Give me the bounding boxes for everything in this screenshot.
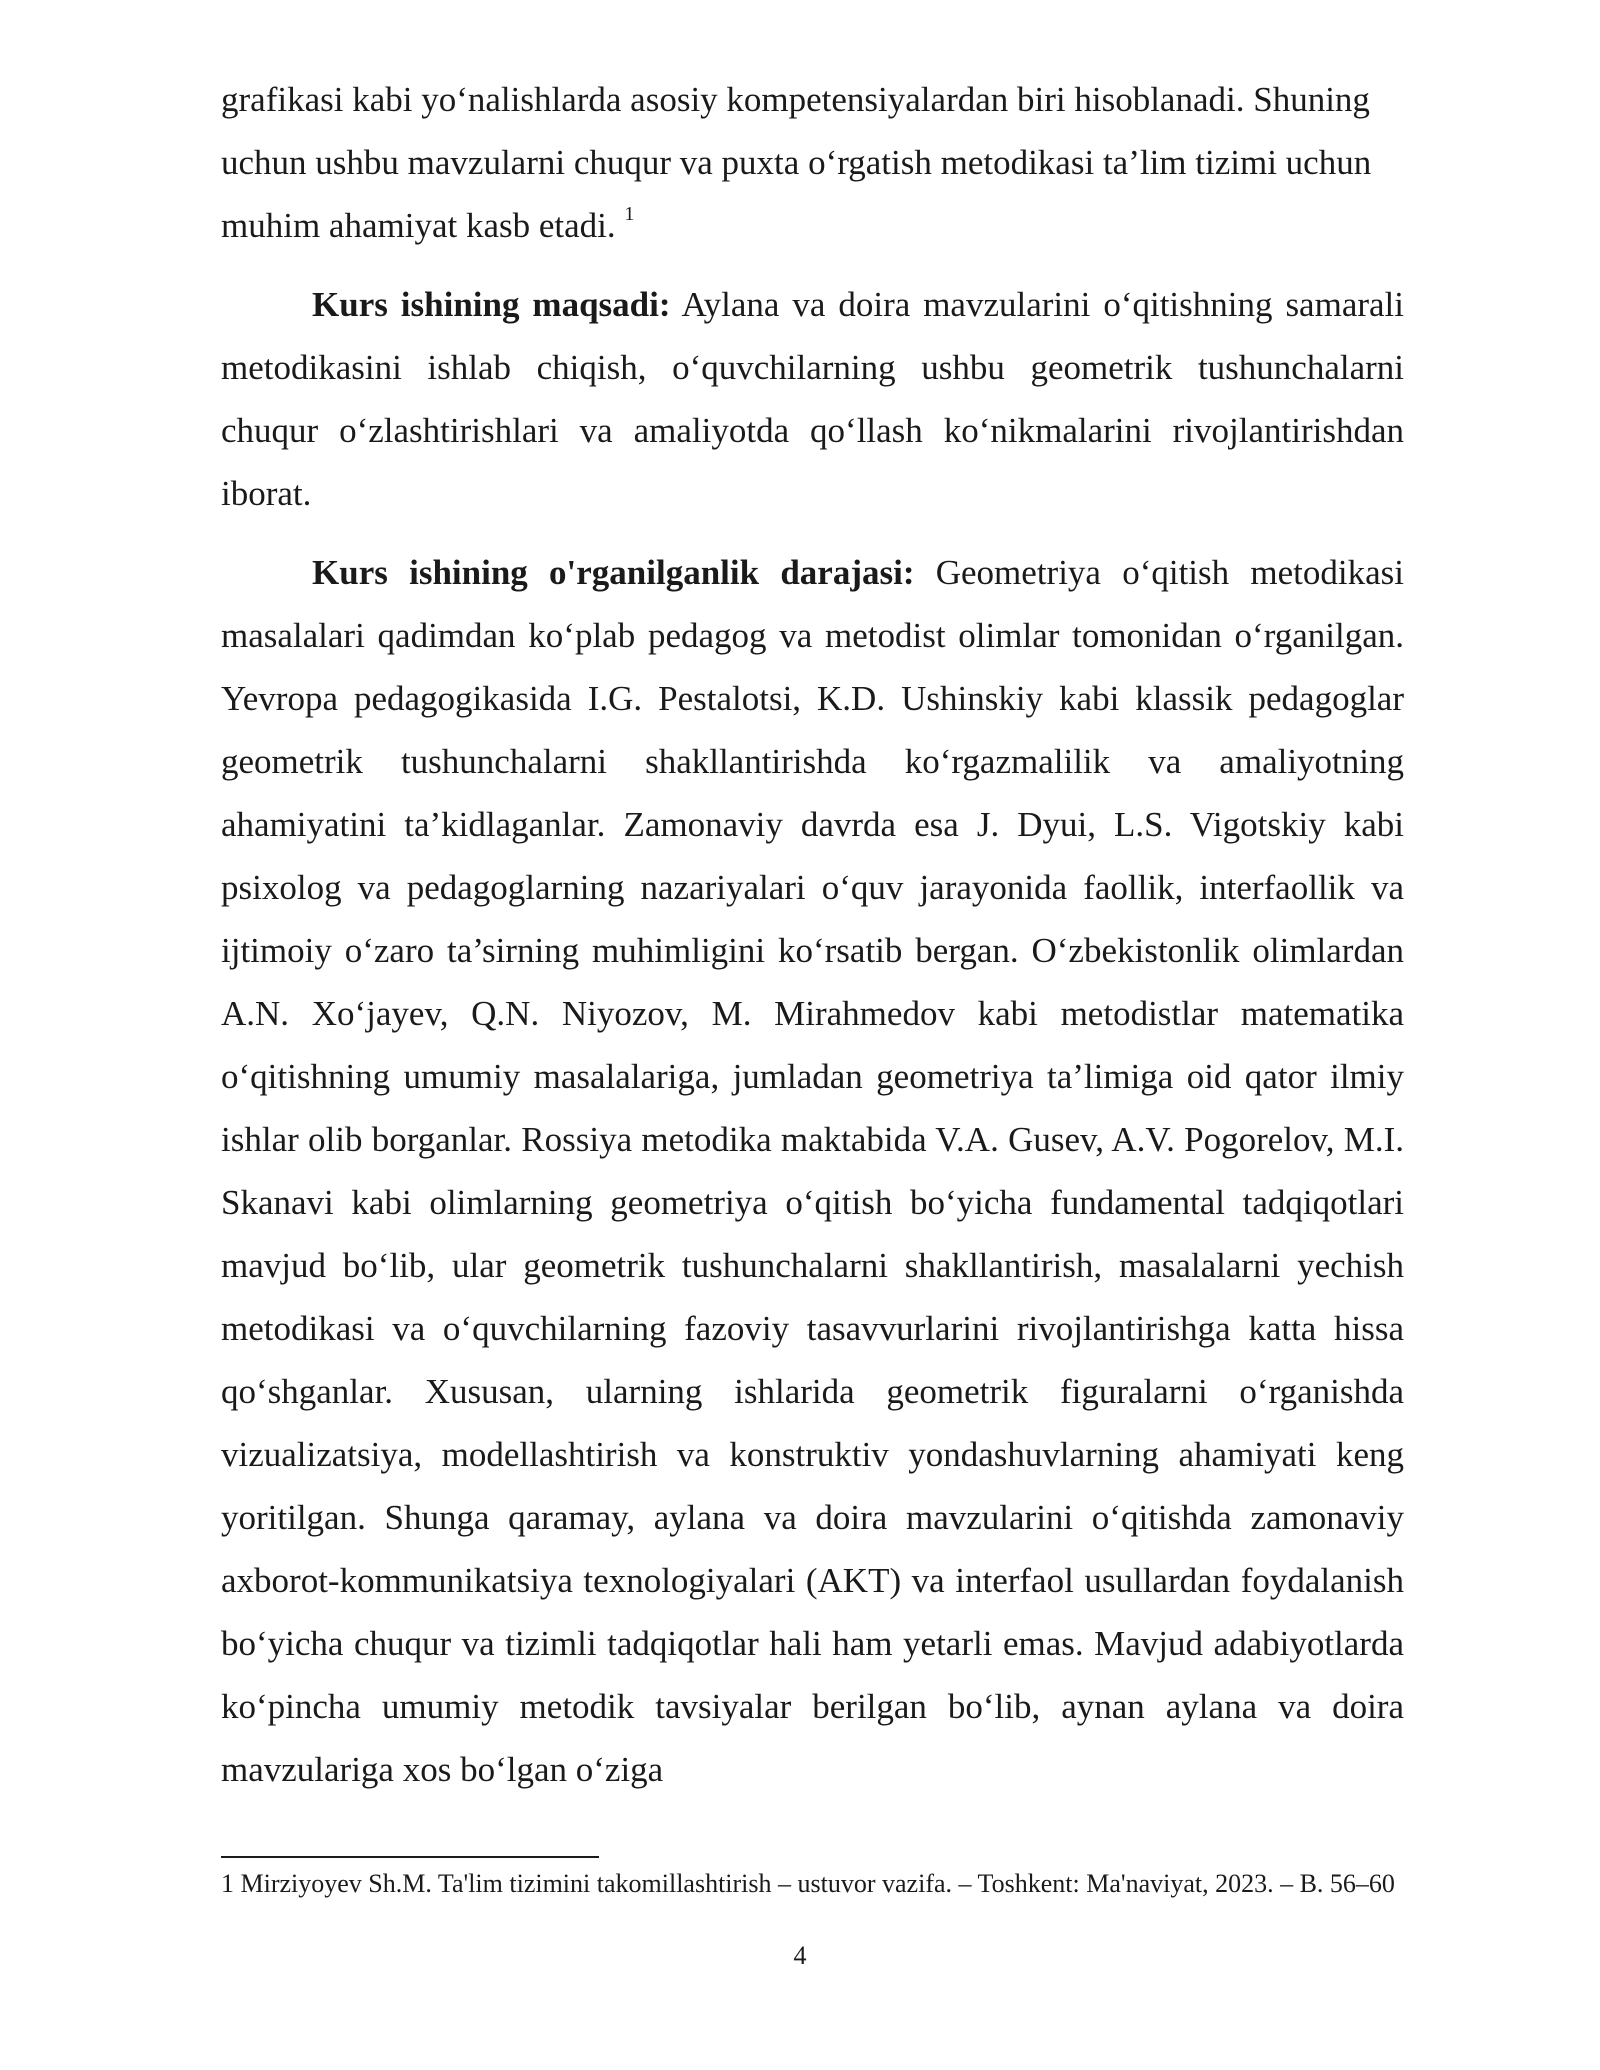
section-heading-goal: Kurs ishining maqsadi:	[312, 285, 671, 324]
document-body	[221, 68, 1404, 1801]
footnote-reference[interactable]: 1	[624, 203, 635, 226]
paragraph-text: Aylana va doira mavzularini o‘qitishning samarali metodikasini ishlab chiqish, o‘quvchilarning ushbu geometrik tushunchalarni chuqur o‘zlashtirishlari va amaliyotda qo‘llash ko‘nikmalarini rivojlantirishdan iborat.	[221, 285, 1404, 513]
footnote: 1 Mirziyoyev Sh.M. Ta'lim tizimini takomillashtirish – ustuvor vazifa. – Toshkent: Ma'naviyat, 2023. – B. 56–60	[221, 1869, 1395, 1898]
page-number: 4	[793, 1941, 807, 1970]
paragraph-intro-continuation	[221, 68, 1404, 257]
paragraph-study-level	[221, 541, 1404, 1801]
paragraph-course-goal	[221, 273, 1404, 525]
footnote-separator	[221, 1856, 599, 1858]
paragraph-text: Geometriya o‘qitish metodikasi masalalari qadimdan ko‘plab pedagog va metodist olimlar tomonidan o‘rganilgan. Yevropa pedagogikasida I.G. Pestalotsi, K.D. Ushinskiy kabi klassik pedagoglar geometrik tushunchalarni shakllantirishda ko‘rgazmalilik va amaliyotning ahamiyatini ta’kidlaganlar. Zamonaviy davrda esa J. Dyui, L.S. Vigotskiy kabi psixolog va pedagoglarning nazariyalari o‘quv jarayonida faollik, interfaollik va ijtimoiy o‘zaro ta’sirning muhimligini ko‘rsatib bergan. O‘zbekistonlik olimlardan A.N. Xo‘jayev, Q.N. Niyozov, M. Mirahmedov kabi metodistlar matematika o‘qitishning umumiy masalalariga, jumladan geometriya ta’limiga oid qator ilmiy ishlar olib borganlar. Rossiya metodika maktabida V.A. Gusev, A.V. Pogorelov, M.I. Skanavi kabi olimlarning geometriya o‘qitish bo‘yicha fundamental tadqiqotlari mavjud bo‘lib, ular geometrik tushunchalarni shakllantirish, masalalarni yechish metodikasi va o‘quvchilarning fazoviy tasavvurlarini rivojlantirishga katta hissa qo‘shganlar. Xususan, ularning ishlarida geometrik figuralarni o‘rganishda vizualizatsiya, modellashtirish va konstruktiv yondashuvlarning ahamiyati keng yoritilgan. Shunga qaramay, aylana va doira mavzularini o‘qitishda zamonaviy axborot-kommunikatsiya texnologiyalari (AKT) va interfaol usullardan foydalanish bo‘yicha chuqur va tizimli tadqiqotlar hali ham yetarli emas. Mavjud adabiyotlarda ko‘pincha umumiy metodik tavsiyalar berilgan bo‘lib, aynan aylana va doira mavzulariga xos bo‘lgan o‘ziga	[221, 553, 1404, 1789]
section-heading-study-level: Kurs ishining o'rganilganlik darajasi:	[312, 553, 915, 592]
paragraph-text: grafikasi kabi yo‘nalishlarda asosiy kompetensiyalardan biri hisoblanadi. Shuning uchun ushbu mavzularni chuqur va puxta o‘rgatish metodikasi ta’lim tizimi uchun muhim ahamiyat kasb etadi.	[221, 80, 1372, 245]
